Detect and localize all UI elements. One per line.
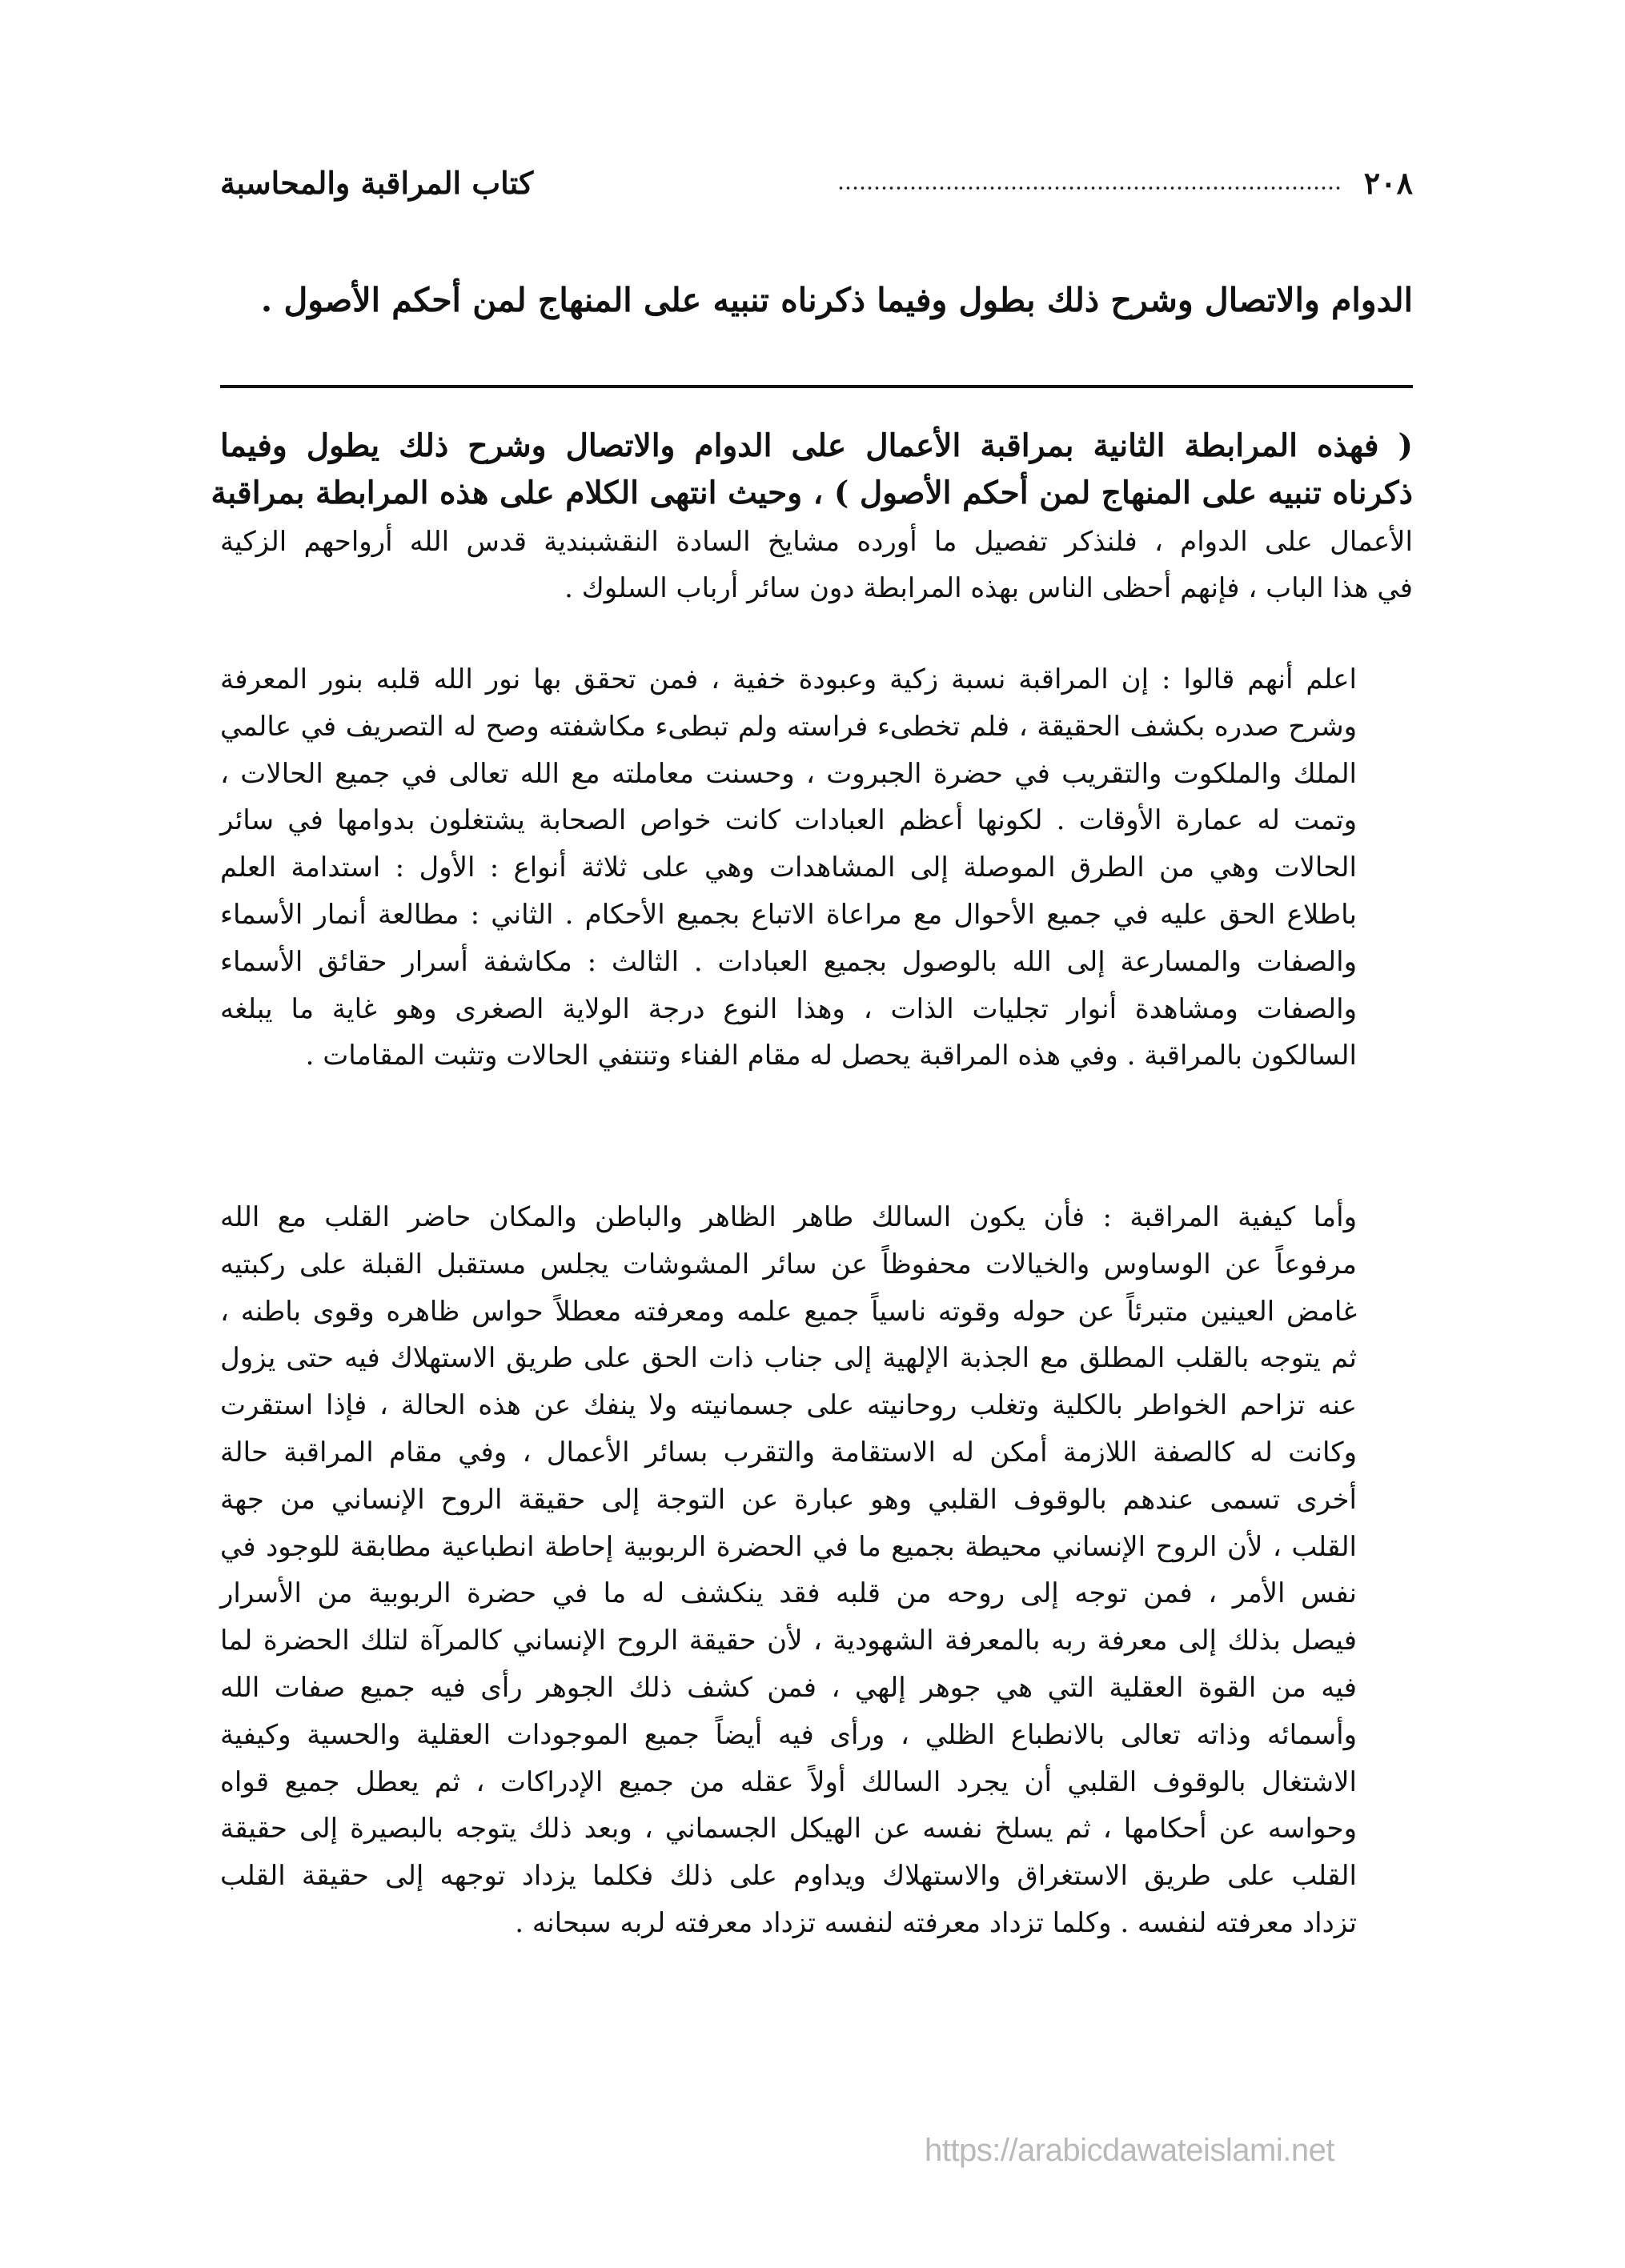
watermark-url: https://arabicdawateislami.net xyxy=(925,2133,1334,2168)
paragraph-line: الملك والملكوت والتقريب في حضرة الجبروت ، وحسنت معاملته مع الله تعالى في جميع الحالات ، xyxy=(220,757,1357,790)
paragraph-line: غامض العينين متبرئاً عن حوله وقوته ناسياً جميع علمه ومعرفته معطلاً حواس ظاهره وقوى باطنه ، xyxy=(220,1295,1357,1328)
paragraph-line: والصفات والمسارعة إلى الله بالوصول بجميع العبادات . الثالث : مكاشفة أسرار حقائق الأسماء xyxy=(220,945,1357,978)
paragraph-line: فيه من القوة العقلية التي هي جوهر إلهي ، فمن كشف ذلك الجوهر رأى فيه جميع صفات الله xyxy=(220,1671,1357,1704)
paragraph-line: وشرح صدره بكشف الحقيقة ، فلم تخطىء فراسته ولم تبطىء مكاشفته وصح له التصريف في عالمي xyxy=(220,710,1357,743)
header-dot-leader xyxy=(837,186,1342,190)
paragraph-line: تزداد معرفته لنفسه . وكلما تزداد معرفته لنفسه تزداد معرفته لربه سبحانه . xyxy=(515,1906,1357,1939)
paragraph-1 xyxy=(211,423,1413,612)
paragraph-line: وحواسه عن أحكامها ، ثم يسلخ نفسه عن الهيكل الجسماني ، وبعد ذلك يتوجه بالبصيرة إلى حقيقة xyxy=(220,1813,1357,1845)
paragraph-line: ( فهذه المرابطة الثانية بمراقبة الأعمال على الدوام والاتصال وشرح ذلك يطول وفيما xyxy=(220,427,1413,464)
paragraph-line: وكانت له كالصفة اللازمة أمكن له الاستقامة والتقرب بسائر الأعمال ، وفي مقام المراقبة حالة xyxy=(220,1436,1357,1469)
paragraph-line: مرفوعاً عن الوساوس والخيالات محفوظاً عن سائر المشوشات يجلس مستقبل القبلة على ركبتيه xyxy=(220,1248,1357,1280)
paragraph-line: السالكون بالمراقبة . وفي هذه المراقبة يحصل له مقام الفناء وتنتفي الحالات وتثبت المقامات . xyxy=(305,1040,1357,1072)
paragraph-line: الأعمال على الدوام ، فلنذكر تفصيل ما أورده مشايخ السادة النقشبندية قدس الله أرواحهم الزكية xyxy=(220,525,1413,558)
paragraph-2 xyxy=(220,656,1413,1080)
paragraph-line: ثم يتوجه بالقلب المطلق مع الجذبة الإلهية إلى جناب ذات الحق على طريق الاستهلاك فيه حتى يزول xyxy=(220,1342,1357,1375)
paragraph-line: القلب على طريق الاستغراق والاستهلاك ويداوم على ذلك فكلما يزداد توجهه إلى حقيقة القلب xyxy=(220,1860,1357,1893)
carryover-line: الدوام والاتصال وشرح ذلك بطول وفيما ذكرناه تنبيه على المنهاج لمن أحكم الأصول . xyxy=(260,281,1413,319)
paragraph-line: عنه تزاحم الخواطر بالكلية وتغلب روحانيته على جسمانيته ولا ينفك عن هذه الحالة ، فإذا استقرت xyxy=(220,1389,1357,1422)
paragraph-line: والصفات ومشاهدة أنوار تجليات الذات ، وهذا النوع درجة الولاية الصغرى وهو غاية ما يبلغه xyxy=(220,992,1357,1025)
paragraph-line: فيصل بذلك إلى معرفة ربه بالمعرفة الشهودية ، لأن حقيقة الروح الإنساني كالمرآة لتلك الحضرة لما xyxy=(220,1625,1357,1657)
paragraph-line xyxy=(211,470,1413,519)
paragraph-line: وأسمائه وذاته تعالى بالانطباع الظلي ، ورأى فيه أيضاً جميع الموجودات العقلية والحسية وكيفية xyxy=(220,1718,1357,1751)
footnote-separator-rule xyxy=(220,385,1413,388)
bold-quote-end: ذكرناه تنبيه على المنهاج لمن أحكم الأصول ) ، وحيث انتهى الكلام على هذه المرابطة بمراقبة xyxy=(211,474,1413,511)
running-header xyxy=(220,158,1413,206)
paragraph-line: القلب ، لأن الروح الإنساني محيطة بجميع ما في الحضرة الربوبية إحاطة انطباعية مطابقة للوجود في xyxy=(220,1530,1357,1563)
paragraph-line: وأما كيفية المراقبة : فأن يكون السالك طاهر الظاهر والباطن والمكان حاضر القلب مع الله xyxy=(220,1201,1357,1233)
paragraph-line: الحالات وهي من الطرق الموصلة إلى المشاهدات وهي على ثلاثة أنواع : الأول : استدامة العلم xyxy=(220,852,1357,884)
paragraph-line: وتمت له عمارة الأوقات . لكونها أعظم العبادات كانت خواص الصحابة يشتغلون بدوامها في سائر xyxy=(220,804,1357,837)
paragraph-line: الاشتغال بالوقوف القلبي أن يجرد السالك أولاً عقله من جميع الإدراكات ، ثم يعطل جميع قواه xyxy=(220,1765,1357,1798)
paragraph-line: في هذا الباب ، فإنهم أحظى الناس بهذه المرابطة دون سائر أرباب السلوك . xyxy=(564,572,1413,605)
paragraph-3 xyxy=(220,1194,1413,1947)
paragraph-line: اعلم أنهم قالوا : إن المراقبة نسبة زكية وعبودة خفية ، فمن تحقق بها نور الله قلبه بنور المعرفة xyxy=(220,663,1357,695)
running-title: كتاب المراقبة والمحاسبة xyxy=(220,164,534,201)
page-number: ٢٠٨ xyxy=(1363,164,1413,201)
paragraph-line: باطلاع الحق عليه في جميع الأحوال مع مراعاة الاتباع بجميع الأحكام . الثاني : مطالعة أنمار الأسماء xyxy=(220,898,1357,931)
paragraph-line: أخرى تسمى عندهم بالوقوف القلبي وهو عبارة عن التوجة إلى حقيقة الروح الإنساني من جهة xyxy=(220,1483,1357,1516)
paragraph-line: نفس الأمر ، فمن توجه إلى روحه من قلبه فقد ينكشف له ما في حضرة الربوبية من الأسرار xyxy=(220,1577,1357,1610)
